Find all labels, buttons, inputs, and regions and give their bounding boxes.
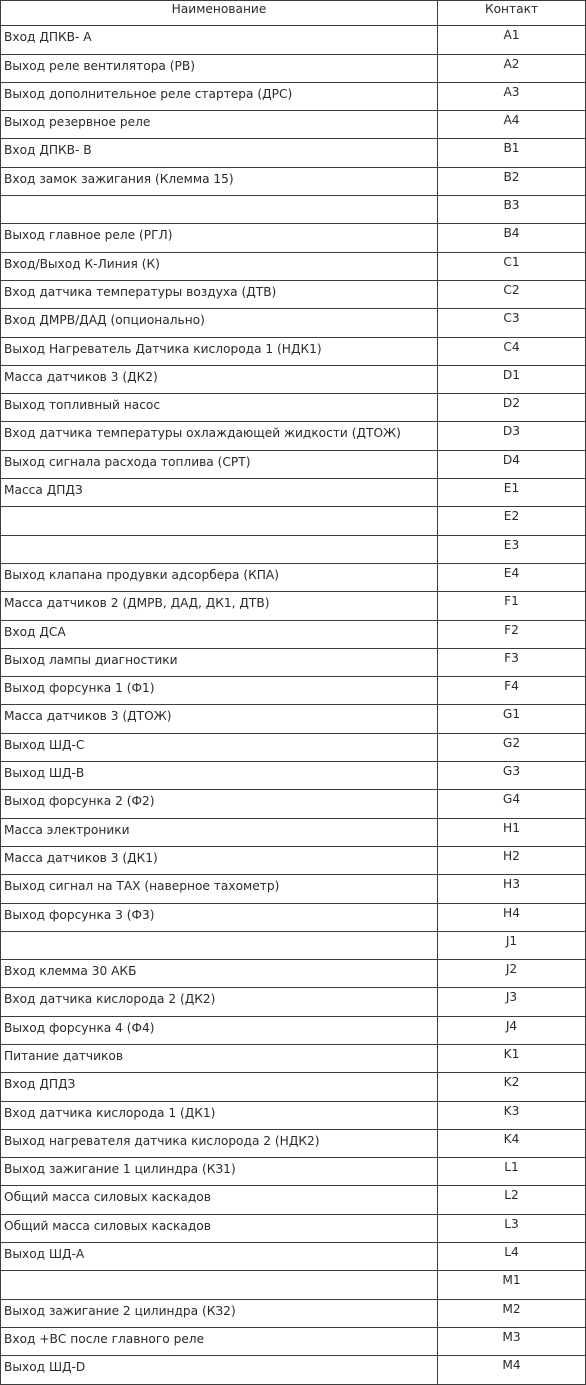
cell-name: Масса датчиков 2 (ДМРВ, ДАД, ДК1, ДТВ) — [1, 592, 438, 620]
table-row — [1, 422, 586, 450]
table-row — [1, 1186, 586, 1214]
table-header-row — [1, 1, 586, 26]
table-row — [1, 1271, 586, 1299]
cell-contact: J2 — [438, 960, 586, 988]
cell-name: Вход ДПКВ- A — [1, 26, 438, 54]
cell-contact: L4 — [438, 1243, 586, 1271]
cell-name: Масса ДПДЗ — [1, 479, 438, 507]
table-row — [1, 224, 586, 252]
cell-name: Выход ШД-D — [1, 1356, 438, 1384]
cell-contact: M4 — [438, 1356, 586, 1384]
cell-contact: C1 — [438, 252, 586, 280]
cell-name: Выход сигнала расхода топлива (СРТ) — [1, 450, 438, 478]
table-row — [1, 988, 586, 1016]
cell-name — [1, 535, 438, 563]
cell-name: Выход Нагреватель Датчика кислорода 1 (НДК1) — [1, 337, 438, 365]
cell-contact: G1 — [438, 705, 586, 733]
cell-name: Масса датчиков 3 (ДТОЖ) — [1, 705, 438, 733]
cell-name: Выход реле вентилятора (РВ) — [1, 54, 438, 82]
table-row — [1, 82, 586, 110]
cell-name: Питание датчиков — [1, 1044, 438, 1072]
cell-contact: E3 — [438, 535, 586, 563]
cell-contact: J1 — [438, 931, 586, 959]
cell-contact: E1 — [438, 479, 586, 507]
cell-name — [1, 931, 438, 959]
cell-name: Масса датчиков 3 (ДК1) — [1, 846, 438, 874]
cell-contact: B4 — [438, 224, 586, 252]
table-row — [1, 1356, 586, 1384]
cell-contact: D4 — [438, 450, 586, 478]
cell-name: Выход топливный насос — [1, 394, 438, 422]
cell-name: Вход +ВС после главного реле — [1, 1327, 438, 1355]
cell-contact: H4 — [438, 903, 586, 931]
cell-contact: K4 — [438, 1129, 586, 1157]
cell-contact: G4 — [438, 790, 586, 818]
cell-contact: H3 — [438, 875, 586, 903]
table-row — [1, 592, 586, 620]
cell-contact: D3 — [438, 422, 586, 450]
cell-name: Выход клапана продувки адсорбера (КПА) — [1, 563, 438, 591]
cell-contact: C3 — [438, 309, 586, 337]
header-name: Наименование — [1, 1, 438, 26]
cell-contact: L1 — [438, 1158, 586, 1186]
cell-contact: J3 — [438, 988, 586, 1016]
cell-contact: M1 — [438, 1271, 586, 1299]
cell-contact: C2 — [438, 280, 586, 308]
table-row — [1, 1243, 586, 1271]
cell-contact: K1 — [438, 1044, 586, 1072]
table-row — [1, 790, 586, 818]
cell-contact: H1 — [438, 818, 586, 846]
cell-contact: A2 — [438, 54, 586, 82]
cell-name — [1, 1271, 438, 1299]
cell-name: Вход датчика кислорода 2 (ДК2) — [1, 988, 438, 1016]
table-row — [1, 875, 586, 903]
cell-name: Выход дополнительное реле стартера (ДРС) — [1, 82, 438, 110]
table-row — [1, 309, 586, 337]
cell-name: Вход замок зажигания (Клемма 15) — [1, 167, 438, 195]
table-row — [1, 507, 586, 535]
cell-name: Вход датчика температуры воздуха (ДТВ) — [1, 280, 438, 308]
cell-name: Выход резервное реле — [1, 111, 438, 139]
cell-name: Вход ДПДЗ — [1, 1073, 438, 1101]
table-row — [1, 252, 586, 280]
table-row — [1, 365, 586, 393]
table-row — [1, 1299, 586, 1327]
cell-name: Масса датчиков 3 (ДК2) — [1, 365, 438, 393]
cell-name: Вход датчика кислорода 1 (ДК1) — [1, 1101, 438, 1129]
table-row — [1, 1044, 586, 1072]
table-row — [1, 677, 586, 705]
table-row — [1, 931, 586, 959]
cell-name: Выход лампы диагностики — [1, 648, 438, 676]
cell-contact: B2 — [438, 167, 586, 195]
cell-contact: K3 — [438, 1101, 586, 1129]
cell-name: Выход нагревателя датчика кислорода 2 (НДК2) — [1, 1129, 438, 1157]
cell-name: Вход ДПКВ- B — [1, 139, 438, 167]
cell-name: Выход ШД-B — [1, 762, 438, 790]
cell-name: Масса электроники — [1, 818, 438, 846]
cell-contact: B1 — [438, 139, 586, 167]
table-row — [1, 563, 586, 591]
cell-name: Общий масса силовых каскадов — [1, 1186, 438, 1214]
cell-name: Общий масса силовых каскадов — [1, 1214, 438, 1242]
table-row — [1, 26, 586, 54]
table-row — [1, 620, 586, 648]
cell-contact: C4 — [438, 337, 586, 365]
table-row — [1, 1214, 586, 1242]
table-row — [1, 818, 586, 846]
cell-contact: J4 — [438, 1016, 586, 1044]
cell-name: Выход форсунка 1 (Ф1) — [1, 677, 438, 705]
table-row — [1, 1158, 586, 1186]
table-row — [1, 1016, 586, 1044]
cell-contact: M2 — [438, 1299, 586, 1327]
cell-contact: E2 — [438, 507, 586, 535]
cell-name: Вход клемма 30 АКБ — [1, 960, 438, 988]
cell-contact: D2 — [438, 394, 586, 422]
cell-contact: B3 — [438, 196, 586, 224]
cell-contact: H2 — [438, 846, 586, 874]
cell-name: Вход/Выход К-Линия (К) — [1, 252, 438, 280]
cell-contact: F1 — [438, 592, 586, 620]
cell-name: Выход зажигание 2 цилиндра (КЗ2) — [1, 1299, 438, 1327]
table-row — [1, 1129, 586, 1157]
cell-name: Выход форсунка 3 (Ф3) — [1, 903, 438, 931]
cell-contact: A3 — [438, 82, 586, 110]
cell-contact: L3 — [438, 1214, 586, 1242]
header-contact: Контакт — [438, 1, 586, 26]
table-row — [1, 535, 586, 563]
cell-name — [1, 507, 438, 535]
cell-contact: D1 — [438, 365, 586, 393]
cell-name: Выход форсунка 4 (Ф4) — [1, 1016, 438, 1044]
table-row — [1, 960, 586, 988]
table-row — [1, 54, 586, 82]
cell-contact: A4 — [438, 111, 586, 139]
table-row — [1, 196, 586, 224]
cell-name: Выход сигнал на ТАХ (наверное тахометр) — [1, 875, 438, 903]
table-row — [1, 705, 586, 733]
cell-contact: M3 — [438, 1327, 586, 1355]
table-row — [1, 479, 586, 507]
table-row — [1, 450, 586, 478]
cell-contact: A1 — [438, 26, 586, 54]
cell-contact: G3 — [438, 762, 586, 790]
cell-name: Выход ШД-A — [1, 1243, 438, 1271]
cell-contact: F4 — [438, 677, 586, 705]
cell-name — [1, 196, 438, 224]
cell-name: Выход ШД-C — [1, 733, 438, 761]
table-row — [1, 1073, 586, 1101]
table-row — [1, 167, 586, 195]
cell-name: Выход главное реле (РГЛ) — [1, 224, 438, 252]
table-row — [1, 846, 586, 874]
cell-contact: G2 — [438, 733, 586, 761]
table-row — [1, 280, 586, 308]
table-row — [1, 1327, 586, 1355]
table-row — [1, 733, 586, 761]
cell-name: Вход ДМРВ/ДАД (опционально) — [1, 309, 438, 337]
table-row — [1, 903, 586, 931]
cell-name: Выход форсунка 2 (Ф2) — [1, 790, 438, 818]
cell-contact: K2 — [438, 1073, 586, 1101]
cell-name: Вход датчика температуры охлаждающей жидкости (ДТОЖ) — [1, 422, 438, 450]
table-body — [1, 26, 586, 1384]
cell-contact: E4 — [438, 563, 586, 591]
table-row — [1, 394, 586, 422]
table-row — [1, 1101, 586, 1129]
table-row — [1, 139, 586, 167]
table-row — [1, 337, 586, 365]
cell-name: Вход ДСА — [1, 620, 438, 648]
cell-contact: L2 — [438, 1186, 586, 1214]
cell-contact: F2 — [438, 620, 586, 648]
table-row — [1, 648, 586, 676]
table-row — [1, 762, 586, 790]
cell-name: Выход зажигание 1 цилиндра (КЗ1) — [1, 1158, 438, 1186]
table-row — [1, 111, 586, 139]
cell-contact: F3 — [438, 648, 586, 676]
